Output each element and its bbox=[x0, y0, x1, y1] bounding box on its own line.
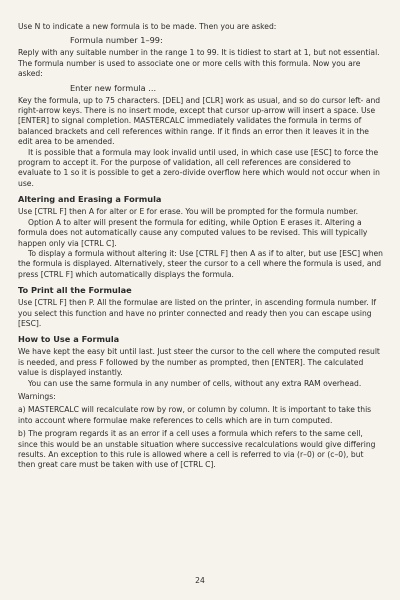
altering-paragraph-1: Use [CTRL F] then A for alter or E for erase. You will be prompted for the formula number. bbox=[18, 207, 359, 217]
intro-paragraph: Use N to indicate a new formula is to be made. Then you are asked: bbox=[18, 22, 277, 31]
invalid-formula-paragraph: It is possible that a formula may look invalid until used, in which case use [ESC] to force the program to accept it. For the purpose of validation, all cell references are considered to evaluate to 1 so it is possible to get a zero-divide overflow here which would not occur when in use. bbox=[18, 147, 380, 188]
enter-formula-heading: Enter new formula ... bbox=[70, 82, 157, 93]
how-heading: How to Use a Formula bbox=[18, 334, 120, 345]
altering-paragraph-2: Option A to alter will present the formula for editing, while Option E erases it. Altering a formula does not automatically cause any computed values to be revised. This will typically happen only via [CTRL C]. bbox=[18, 217, 368, 248]
how-paragraph-2: You can use the same formula in any number of cells, without any extra RAM overhead. bbox=[28, 378, 362, 388]
warnings-label: Warnings: bbox=[18, 391, 56, 401]
enter-formula-paragraph: Key the formula, up to 75 characters. [DEL] and [CLR] work as usual, and so do cursor left- and right-arrow keys. There is no insert mode, except that cursor up-arrow will insert a space. Use [ENTER] to signal completion. MASTERCALC immediately validates the formula in terms of balanced brackets and cell references within range. If it finds an error then it leaves it in the edit area to be amended. bbox=[18, 95, 381, 147]
warning-b: b) The program regards it as an error if a cell uses a formula which refers to the same cell, since this would be an unstable situation where successive recalculations would give differing results. An exception to this rule is allowed where a cell is referred to via (r–0) or (c–0), but then great care must be taken with use of [CTRL C]. bbox=[18, 429, 376, 470]
page-number: 24 bbox=[195, 576, 205, 585]
how-paragraph-1: We have kept the easy bit until last. Just steer the cursor to the cell where the computed result is needed, and press F followed by the number as prompted, then [ENTER]. The calculated value is displayed instantly. bbox=[18, 347, 380, 378]
altering-paragraph-3: To display a formula without altering it: Use [CTRL F] then A as if to alter, but use [ESC] when the formula is displayed. Alternatively, steer the cursor to a cell where the formula is used, and press [CTRL F] which automatically displays the formula. bbox=[18, 248, 383, 279]
warning-a: a) MASTERCALC will recalculate row by row, or column by column. It is important to take this into account where formulae make references to cells which are in turn computed. bbox=[18, 405, 372, 425]
formula-number-heading: Formula number 1–99: bbox=[70, 35, 163, 46]
formula-number-paragraph: Reply with any suitable number in the range 1 to 99. It is tidiest to start at 1, but not essential. The formula number is used to associate one or more cells with this formula. Now you are asked: bbox=[18, 48, 380, 79]
print-heading: To Print all the Formulae bbox=[18, 285, 132, 296]
altering-heading: Altering and Erasing a Formula bbox=[18, 194, 162, 205]
print-paragraph: Use [CTRL F] then P. All the formulae are listed on the printer, in ascending formula number. If you select this function and have no printer connected and ready then you can escape using [ESC]. bbox=[18, 298, 377, 328]
